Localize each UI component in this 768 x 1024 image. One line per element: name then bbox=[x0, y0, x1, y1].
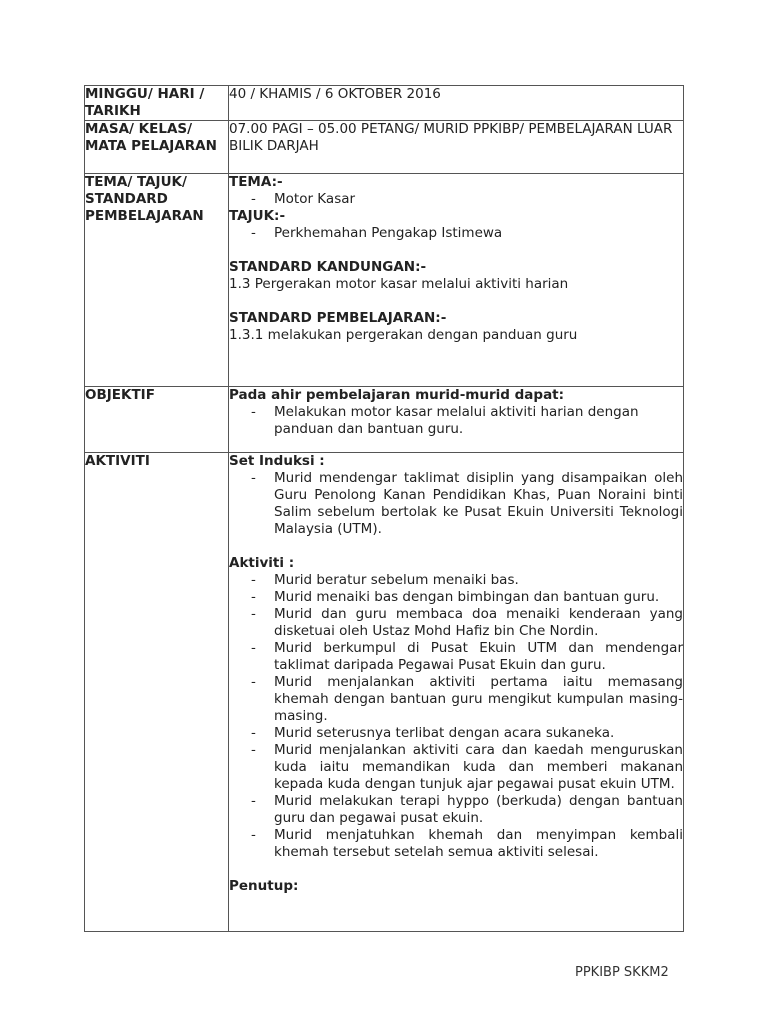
tema-item: - Motor Kasar bbox=[229, 191, 683, 208]
sk-text: 1.3 Pergerakan motor kasar melalui aktiviti harian bbox=[229, 276, 569, 292]
row-objektif bbox=[85, 387, 684, 453]
row-minggu bbox=[85, 86, 684, 121]
value-tema bbox=[229, 174, 684, 387]
aktiviti-item: - Murid seterusnya terlibat dengan acara sukaneka. bbox=[229, 725, 683, 742]
objektif-item: - Melakukan motor kasar melalui aktiviti harian dengan panduan dan bantuan guru. bbox=[229, 404, 683, 438]
tema-list bbox=[229, 191, 683, 208]
aktiviti-item: - Murid menjalankan aktiviti cara dan kaedah menguruskan kuda iaitu memandikan kuda dan memberi makanan kepada kuda dengan tunjuk ajar pegawai pusat ekuin UTM. bbox=[229, 742, 683, 793]
row-aktiviti bbox=[85, 453, 684, 932]
sp-text: 1.3.1 melakukan pergerakan dengan panduan guru bbox=[229, 327, 578, 343]
aktiviti-item: - Murid menaiki bas dengan bimbingan dan bantuan guru. bbox=[229, 589, 683, 606]
row-masa bbox=[85, 121, 684, 174]
set-induksi-item: - Murid mendengar taklimat disiplin yang disampaikan oleh Guru Penolong Kanan Pendidikan Khas, Puan Noraini binti Salim sebelum bertolak ke Pusat Ekuin Universiti Teknologi Malaysia (UTM). bbox=[229, 470, 683, 538]
objektif-heading: Pada ahir pembelajaran murid-murid dapat: bbox=[229, 387, 565, 403]
value-minggu: 40 / KHAMIS / 6 OKTOBER 2016 bbox=[229, 86, 684, 121]
aktiviti-item: - Murid melakukan terapi hyppo (berkuda) dengan bantuan guru dan pegawai pusat ekuin. bbox=[229, 793, 683, 827]
lesson-plan-table bbox=[84, 85, 684, 932]
aktiviti-item: - Murid menjalankan aktiviti pertama iaitu memasang khemah dengan bantuan guru mengikut kumpulan masing-masing. bbox=[229, 674, 683, 725]
label-objektif: OBJEKTIF bbox=[85, 387, 229, 453]
row-tema bbox=[85, 174, 684, 387]
objektif-list bbox=[229, 404, 683, 438]
penutup-heading: Penutup: bbox=[229, 878, 299, 894]
label-minggu: MINGGU/ HARI / TARIKH bbox=[85, 86, 229, 121]
tajuk-item: - Perkhemahan Pengakap Istimewa bbox=[229, 225, 683, 242]
tajuk-heading: TAJUK:- bbox=[229, 208, 286, 224]
aktiviti-item: - Murid berkumpul di Pusat Ekuin UTM dan mendengar taklimat daripada Pegawai Pusat Ekuin dan guru. bbox=[229, 640, 683, 674]
page-footer: PPKIBP SKKM2 bbox=[575, 965, 669, 980]
set-induksi-heading: Set Induksi : bbox=[229, 453, 325, 469]
value-aktiviti bbox=[229, 453, 684, 932]
value-masa: 07.00 PAGI – 05.00 PETANG/ MURID PPKIBP/ PEMBELAJARAN LUAR BILIK DARJAH bbox=[229, 121, 684, 174]
label-masa: MASA/ KELAS/ MATA PELAJARAN bbox=[85, 121, 229, 174]
tajuk-list bbox=[229, 225, 683, 242]
sk-heading: STANDARD KANDUNGAN:- bbox=[229, 259, 427, 275]
label-aktiviti: AKTIVITI bbox=[85, 453, 229, 932]
aktiviti-item: - Murid menjatuhkan khemah dan menyimpan kembali khemah tersebut setelah semua aktiviti selesai. bbox=[229, 827, 683, 861]
aktiviti-heading: Aktiviti : bbox=[229, 555, 295, 571]
tema-heading: TEMA:- bbox=[229, 174, 283, 190]
aktiviti-item: - Murid beratur sebelum menaiki bas. bbox=[229, 572, 683, 589]
aktiviti-list bbox=[229, 572, 683, 861]
aktiviti-item: - Murid dan guru membaca doa menaiki kenderaan yang disketuai oleh Ustaz Mohd Hafiz bin Che Nordin. bbox=[229, 606, 683, 640]
value-objektif bbox=[229, 387, 684, 453]
set-induksi-list bbox=[229, 470, 683, 538]
label-tema: TEMA/ TAJUK/ STANDARD PEMBELAJARAN bbox=[85, 174, 229, 387]
sp-heading: STANDARD PEMBELAJARAN:- bbox=[229, 310, 447, 326]
